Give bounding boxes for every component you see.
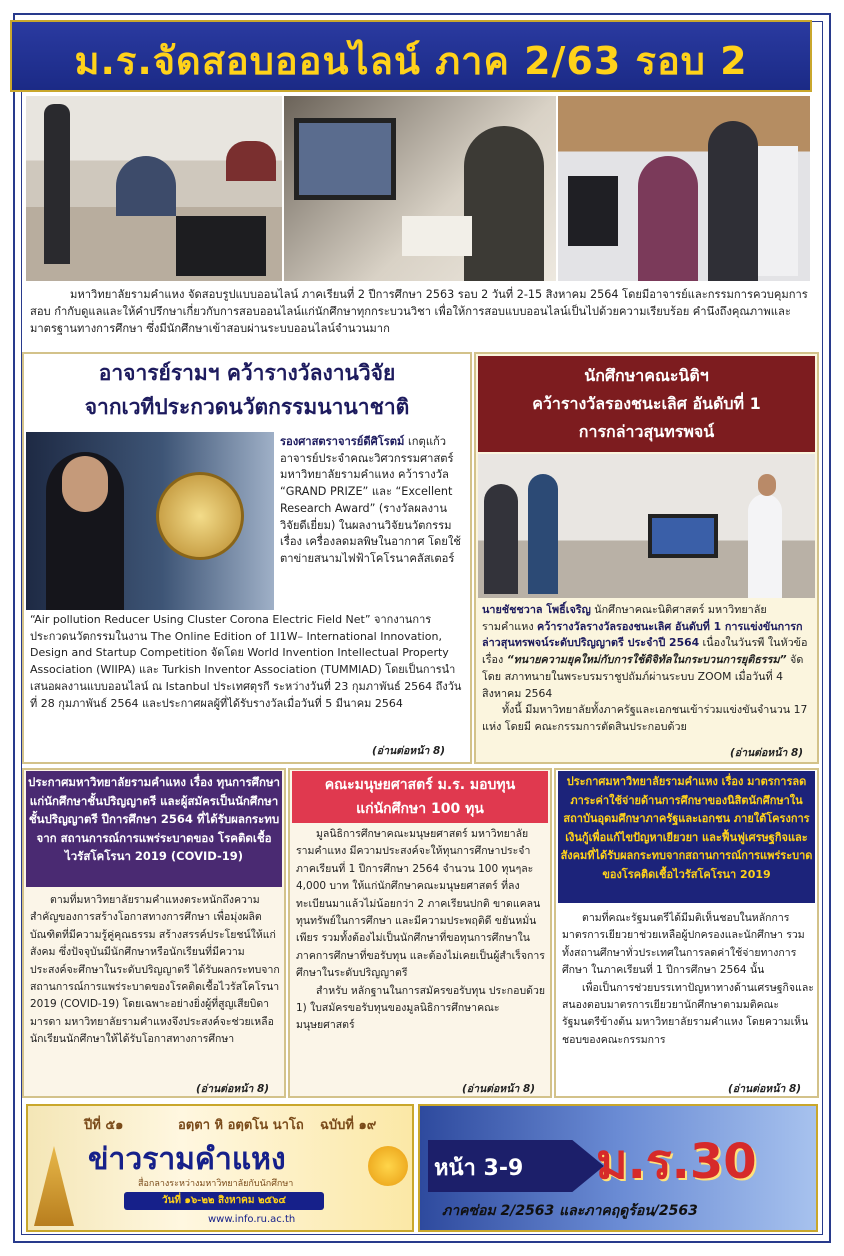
story-b-body — [482, 602, 812, 736]
story-d-paragraph-1: มูลนิธิการศึกษาคณะมนุษยศาสตร์ มหาวิทยาลัยรามคำแหง มีความประสงค์จะให้ทุนการศึกษาประจำภาคเรียนที่ 1 ปีการศึกษา 2564 จำนวน 100 ทุนๆละ 4,000 บาท ให้แก่นักศึกษาคณะมนุษยศาสตร์ ที่ลงทะเบียนมาแล้วไม่น้อยกว่า 2 ภาคเรียนปกติ ขาดแคลนทุนทรัพย์ในการศึกษา และมีความประพฤติดี ขยันหมั่นเพียร รวมทั้งต้องไม่เป็นนักศึกษาที่ขอทุนการศึกษาในภาคการศึกษาที่ขอรับทุน และต้องไม่เคยเป็นผู้สำเร็จการศึกษาในระดับปริญญาตรี — [296, 828, 545, 980]
story-b-headline-line2: คว้ารางวัลรองชนะเลิศ อันดับที่ 1 — [532, 394, 761, 413]
story-d-continue-link[interactable]: (อ่านต่อหน้า 8) — [462, 1083, 536, 1095]
story-b-topic: “ทนายความยุคใหม่กับการใช้ดิจิทัลในกระบวนการยุติธรรม” — [506, 653, 787, 667]
masthead-issue: ฉบับที่ ๑๙ — [320, 1118, 377, 1133]
story-c-body: ตามที่มหาวิทยาลัยรามคำแหงตระหนักถึงความสำคัญของการสร้างโอกาสทางการศึกษา เพื่อมุ่งผลิตบัณฑิตที่มีความรู้คู่คุณธรรม สร้างสรรค์ประโยชน์ให้แก่สังคม ซึ่งปัจจุบันมีนักศึกษาหรือนักเรียนที่มีความประสงค์จะศึกษาในระดับปริญญาตรี ได้รับผลกระทบจากสถานการณ์การแพร่ระบาดของโรคติดเชื้อไวรัสโคโรนา 2019 (COVID-19) โดยเฉพาะอย่างยิ่งผู้ที่สูญเสียบิดา มารดา มหาวิทยาลัยรามคำแหงจึงประสงค์จะช่วยเหลือนักเรียนนักศึกษาให้ได้รับโอกาสทางการศึกษา — [30, 894, 280, 1046]
promo-pages: หน้า 3-9 — [434, 1156, 524, 1181]
story-e-paragraph-1: ตามที่คณะรัฐมนตรีได้มีมติเห็นชอบในหลักการมาตรการเยียวยาช่วยเหลือผู้ปกครองและนักศึกษา รวมทั้งสถานศึกษาทั่วประเทศในการลดค่าใช้จ่ายทางการศึกษา ในภาคเรียนที่ 1 ปีการศึกษา 2564 นั้น — [562, 912, 805, 977]
photo-caption: มหาวิทยาลัยรามคำแหง จัดสอบรูปแบบออนไลน์ ภาคเรียนที่ 2 ปีการศึกษา 2563 รอบ 2 วันที่ 2-15 สิงหาคม 2564 โดยมีอาจารย์และกรรมการควบคุมการสอบ กำกับดูแลและให้คำปรึกษาเกี่ยวกับการสอบออนไลน์แก่นักศึกษาทุกกระบวนวิชา เพื่อให้การสอบแบบออนไลน์เป็นไปด้วยความเรียบร้อย คำนึงถึงคุณภาพและมาตรฐานทางการศึกษา ซึ่งมีนักศึกษาเข้าสอบผ่านระบบออนไลน์จำนวนมาก — [30, 288, 808, 335]
story-c-headline: ประกาศมหาวิทยาลัยรามคำแหง เรื่อง ทุนการศึกษาแก่นักศึกษาชั้นปริญญาตรี และผู้สมัครเป็นนักศึกษาชั้นปริญญาตรี ปีการศึกษา 2564 ที่ได้รับผลกระทบจาก สถานการณ์การแพร่ระบาดของ โรคติดเชื้อไวรัสโคโรนา 2019 (COVID-19) — [26, 771, 282, 887]
story-b-award: คว้ารางวัลรางวัลรองชนะเลิศ อันดับที่ 1 การแข่งขันการกล่าวสุนทรพจน์ระดับปริญญาตรี ประจำปี 2564 — [482, 619, 803, 650]
masthead-title: ข่าวรามคำแหง — [88, 1142, 286, 1177]
story-e-paragraph-2: เพื่อเป็นการช่วยบรรเทาปัญหาทางด้านเศรษฐกิจและสนองตอบมาตรการเยียวยานักศึกษาตามมติคณะรัฐมนตรีข้างต้น มหาวิทยาลัยรามคำแหง โดยความเห็นชอบของคณะกรรมการ — [562, 981, 814, 1046]
story-e-body — [562, 910, 814, 1049]
story-b-continue-link[interactable]: (อ่านต่อหน้า 8) — [730, 747, 804, 759]
photo-speech-contest — [478, 454, 815, 598]
masthead-date: วันที่ ๑๖-๒๒ สิงหาคม ๒๕๖๔ — [124, 1192, 324, 1210]
photo-online-proctor — [284, 96, 556, 281]
photo-exam-room — [26, 96, 282, 281]
story-a-body: “Air pollution Reducer Using Cluster Corona Electric Field Net” จากงานการประกวดนวัตกรรมในงาน The Online Edition of 1I1W– International Innovation, Design and Startup Competition จัดโดย World Invention Intellectual Property Association (WIIPA) และ Turkish Inventor Association (TUMMIAD) โดยเป็นการนำเสนอผลงานแบบออนไลน์ ณ Istanbul ประเทศตุรกี ระหว่างวันที่ 23 กุมภาพันธ์ 2564 ถึงวันที่ 28 กุมภาพันธ์ 2564 และประกาศผลผู้ที่ได้รับรางวัลเมื่อวันที่ 5 มีนาคม 2564 — [30, 613, 462, 710]
story-b-lead: นายชัชชวาล โพธิ์เจริญ — [482, 603, 591, 616]
story-e-continue-link[interactable]: (อ่านต่อหน้า 8) — [728, 1083, 802, 1095]
story-a-headline — [26, 356, 468, 432]
masthead-motto: อตฺตา หิ อตฺตโน นาโถ — [178, 1118, 304, 1133]
story-a-headline-line1: อาจารย์รามฯ คว้ารางวัลงานวิจัย — [98, 361, 396, 385]
story-d-headline-line2: แก่นักศึกษา 100 ทุน — [356, 801, 484, 817]
story-d-body — [296, 826, 548, 1035]
story-b-headline — [478, 356, 815, 452]
story-b-headline-line3: การกล่าวสุนทรพจน์ — [578, 422, 715, 441]
story-b-headline-line1: นักศึกษาคณะนิติฯ — [584, 366, 709, 385]
promo-subtitle: ภาคซ่อม 2/2563 และภาคฤดูร้อน/2563 — [442, 1203, 698, 1219]
story-b-text-2: เนื่องในวันรพี ในหัวข้อเรื่อง — [482, 636, 808, 667]
story-a-headline-line2: จากเวทีประกวดนวัตกรรมนานาชาติ — [84, 395, 410, 419]
story-d-headline — [292, 771, 548, 823]
story-b-text-1: นักศึกษาคณะนิติศาสตร์ มหาวิทยาลัยรามคำแหง — [482, 603, 767, 633]
story-a-side-text: เกตุแก้ว อาจารย์ประจำคณะวิศวกรรมศาสตร์ มหาวิทยาลัยรามคำแหง คว้ารางวัล “GRAND PRIZE” และ “Excellent Research Award” (รางวัลผลงานวิจัยดีเยี่ยม) ในผลงานวิจัยนวัตกรรม เรื่อง เครื่องลดมลพิษในอากาศ โดยใช้ตาข่ายสนามไฟฟ้าโคโรนาคลัสเตอร์ — [280, 435, 461, 565]
story-c-continue-link[interactable]: (อ่านต่อหน้า 8) — [196, 1083, 270, 1095]
story-a-lead: รองศาสตราจารย์ดีศิโรตม์ — [280, 435, 405, 448]
story-b-text-4: ทั้งนี้ มีมหาวิทยาลัยทั้งภาครัฐและเอกชนเข้าร่วมแข่งขันจำนวน 17 แห่ง โดยมี คณะกรรมการตัดสินประกอบด้วย — [482, 703, 808, 733]
headline-banner — [10, 20, 812, 92]
main-headline: ม.ร.จัดสอบออนไลน์ ภาค 2/63 รอบ 2 — [74, 39, 748, 83]
masthead-subtitle: สื่อกลางระหว่างมหาวิทยาลัยกับนักศึกษา — [138, 1179, 294, 1189]
temple-icon — [34, 1146, 74, 1226]
story-b-text-3: จัดโดย สภาทนายในพระบรมราชูปถัมภ์ผ่านระบบ ZOOM เมื่อวันที่ 4 สิงหาคม 2564 — [482, 653, 804, 700]
story-d-headline-line1: คณะมนุษยศาสตร์ ม.ร. มอบทุน — [324, 777, 516, 793]
masthead-website[interactable]: www.info.ru.ac.th — [208, 1214, 296, 1225]
story-a-continue-link[interactable]: (อ่านต่อหน้า 8) — [372, 745, 446, 757]
photo-officials-monitoring — [558, 96, 810, 281]
photo-researcher-award — [26, 432, 274, 610]
promo-brand: ม.ร.30 — [596, 1134, 757, 1190]
story-e-headline: ประกาศมหาวิทยาลัยรามคำแหง เรื่อง มาตรการลดภาระค่าใช้จ่ายด้านการศึกษาของนิสิตนักศึกษาในสถาบันอุดมศึกษาภาครัฐและเอกชน ภายใต้โครงการเงินกู้เพื่อแก้ไขปัญหาเยียวยา และฟื้นฟูเศรษฐกิจและสังคมที่ได้รับผลกระทบจากสถานการณ์การแพร่ระบาดของโรคติดเชื้อไวรัสโคโรนา 2019 — [558, 771, 815, 903]
story-d-paragraph-2: สำหรับ หลักฐานในการสมัครขอรับทุน ประกอบด้วย 1) ใบสมัครขอรับทุนของมูลนิธิการศึกษาคณะมนุษยศาสตร์ — [296, 984, 546, 1032]
masthead-year: ปีที่ ๕๑ — [84, 1118, 124, 1133]
promo-box — [418, 1104, 818, 1232]
newspaper-masthead — [26, 1104, 414, 1232]
flower-icon — [368, 1146, 408, 1186]
